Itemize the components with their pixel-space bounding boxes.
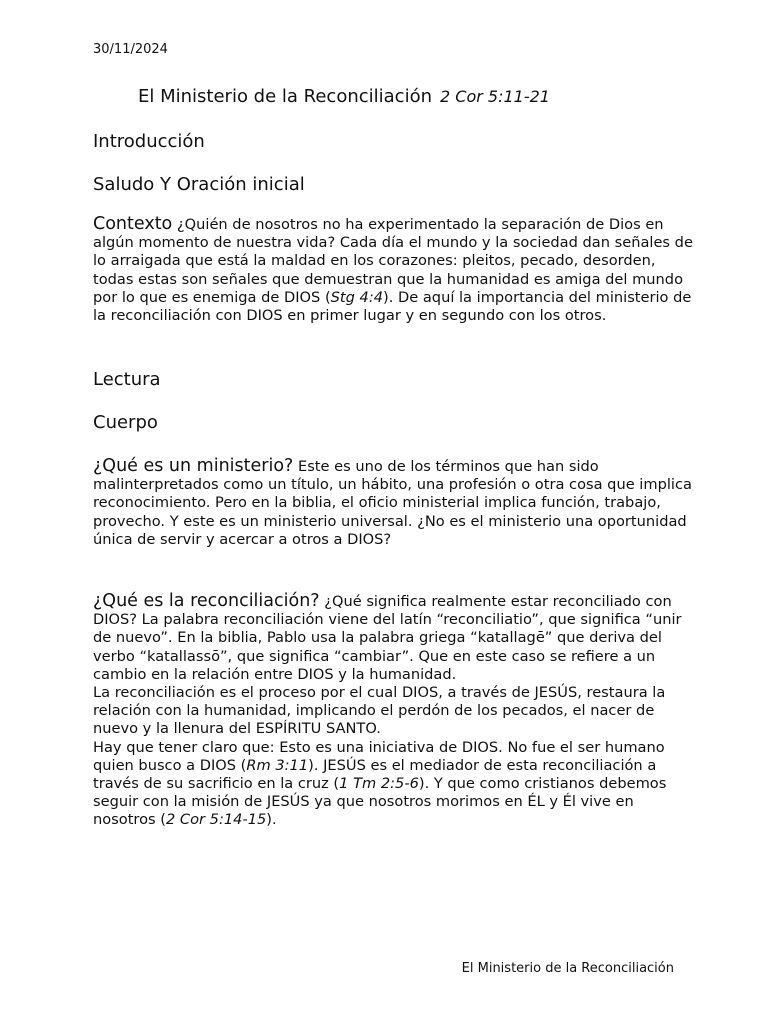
ministerio-text: Este es uno de los términos que han sido malinterpretados como un título, un hábito, una profesión o otra cosa que implica reconocimiento. Pero en la biblia, el oficio ministerial implica función, trabajo, provecho. Y este es un ministerio universal. ¿No es el ministerio una oportunidad única de servir y acercar a otros a DIOS?	[93, 458, 692, 548]
paragraph-ministerio	[93, 457, 693, 549]
contexto-text-1: ¿Quién de nosotros no ha experimentado la separación de Dios en algún momento de nuestra vida? Cada día el mundo y la sociedad dan señales de lo arraigada que está la maldad en los corazones: pleitos, pecado, desorden, todas estas son señales que demuestran que la humanidad es amiga del mundo por lo que es enemiga de DIOS (	[93, 216, 693, 306]
reconciliacion-p1	[93, 592, 693, 684]
reconciliacion-p3-text-d: ).	[266, 811, 277, 829]
heading-cuerpo: Cuerpo	[93, 412, 158, 433]
heading-saludo: Saludo Y Oración inicial	[93, 174, 305, 195]
reconciliacion-p2: La reconciliación es el proceso por el cual DIOS, a través de JESÚS, restaura la relación con la humanidad, implicando el perdón de los pecados, el nacer de nuevo y la llenura del ESPÍRITU SANTO.	[93, 684, 666, 738]
paragraph-contexto	[93, 215, 693, 325]
reference-tm: 1 Tm 2:5-6	[339, 775, 419, 793]
reconciliacion-p1-text: ¿Qué significa realmente estar reconciliado con DIOS? La palabra reconciliación viene del latín “reconciliatio”, que significa “unir de nuevo”. En la biblia, Pablo usa la palabra griega “katallagē” que deriva del verbo “katallassō”, que significa “cambiar”. Que en este caso se refiere a un cambio en la relación entre DIOS y la humanidad.	[93, 593, 682, 683]
reference-cor: 2 Cor 5:14-15	[165, 811, 267, 829]
ministerio-lead: ¿Qué es un ministerio?	[93, 456, 294, 476]
contexto-reference: Stg 4:4	[330, 288, 384, 306]
title-reference: 2 Cor 5:11-21	[440, 87, 550, 106]
reconciliacion-lead: ¿Qué es la reconciliación?	[93, 591, 320, 611]
reconciliacion-p3-text-b: ). JESÚS es el mediador de esta reconciliación a través de su sacrificio en la cruz (	[93, 756, 657, 793]
heading-introduccion: Introducción	[93, 131, 205, 152]
reconciliacion-p3-text-a: Hay que tener claro que: Esto es una iniciativa de DIOS. No fue el ser humano quien busco a DIOS (	[93, 738, 665, 774]
reconciliacion-p3-text-c: ). Y que como cristianos debemos seguir con la misión de JESÚS ya que nosotros morimos en ÉL y Él vive en nosotros (	[93, 775, 667, 829]
heading-lectura: Lectura	[93, 369, 161, 390]
contexto-lead: Contexto	[93, 214, 173, 234]
contexto-text-2: ). De aquí la importancia del ministerio de la reconciliación con DIOS en primer lugar y en segundo con los otros.	[93, 288, 692, 325]
reconciliacion-p3	[93, 739, 693, 830]
document-title	[138, 86, 550, 107]
page-footer: El Ministerio de la Reconciliación	[461, 961, 674, 976]
paragraph-reconciliacion	[93, 592, 693, 830]
reference-rm: Rm 3:11	[246, 756, 309, 774]
title-text: El Ministerio de la Reconciliación	[138, 86, 432, 107]
document-date: 30/11/2024	[93, 42, 168, 57]
